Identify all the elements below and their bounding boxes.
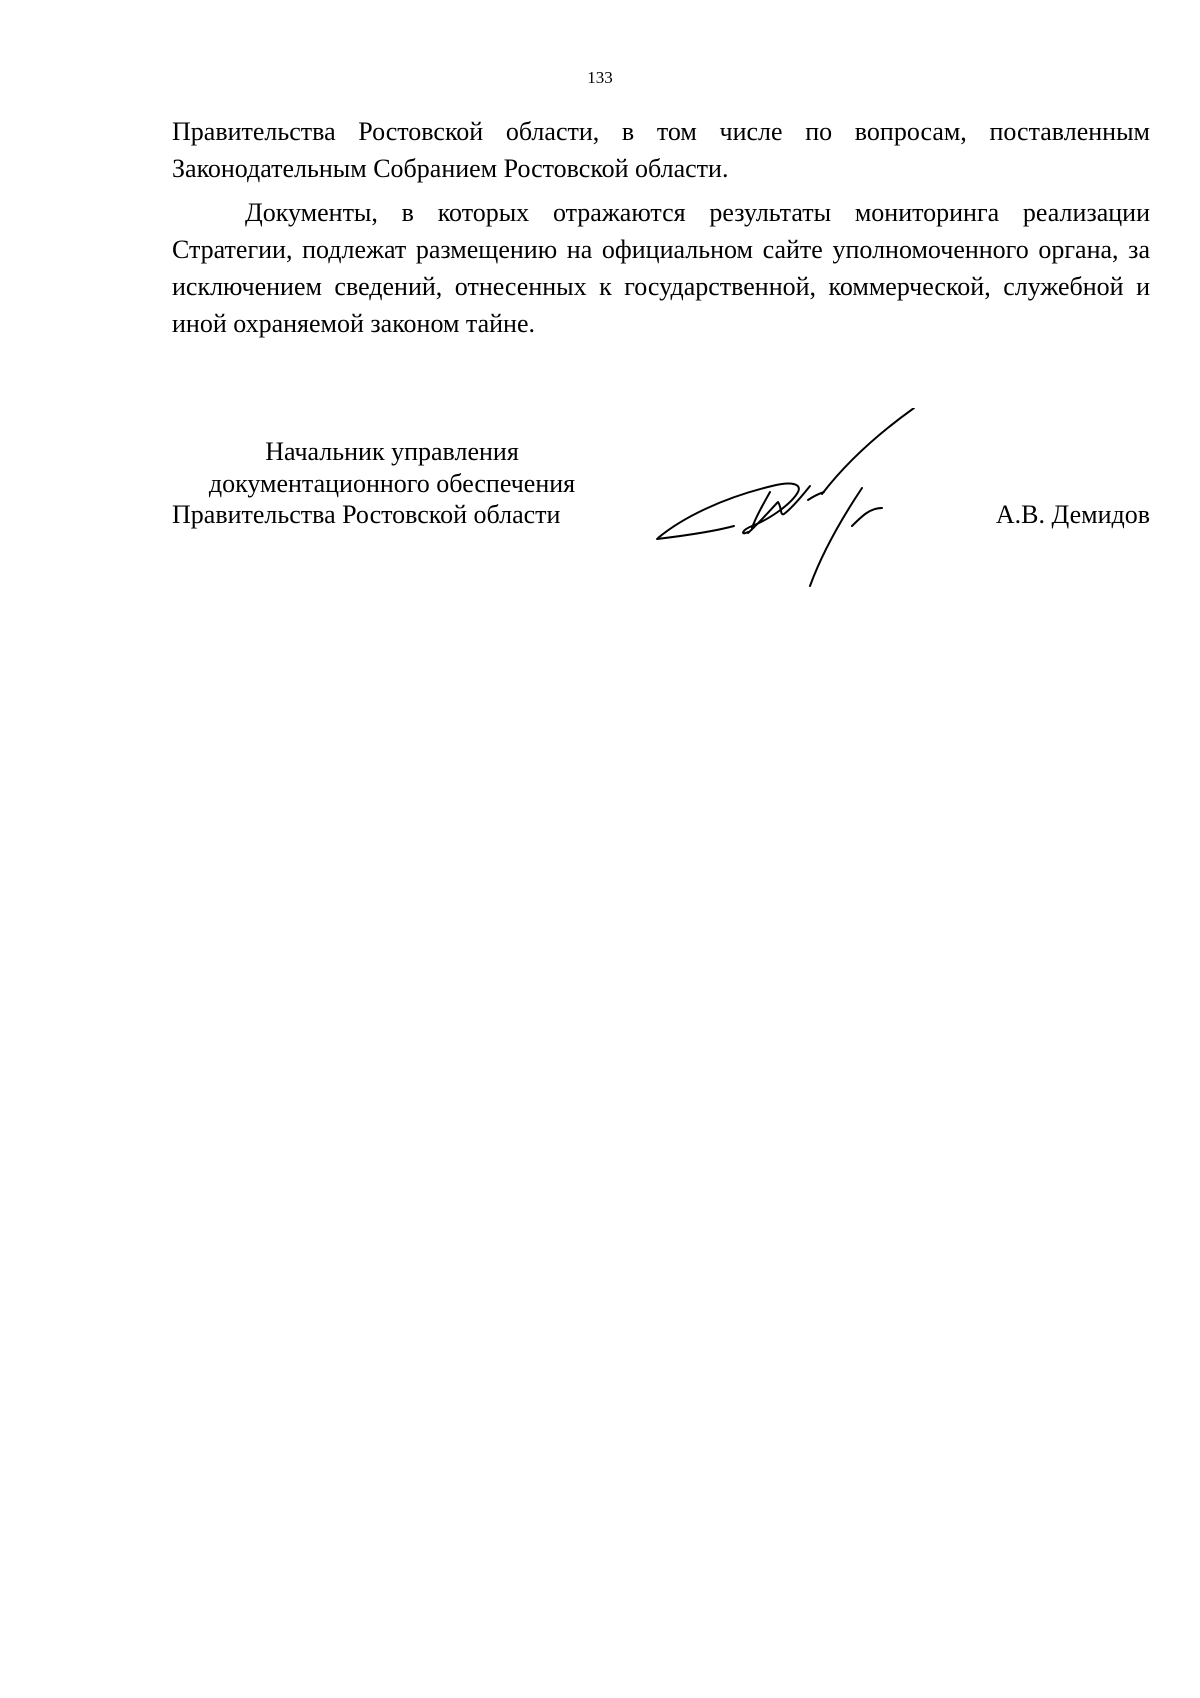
signatory-position-line-1: Начальник управления (265, 437, 519, 466)
paragraph-monitoring-documents: Документы, в которых отражаются результаты мониторинга реализации Стратегии, подлежат размещению на официальном сайте уполномоченного органа, за исключением сведений, отнесенных к государственной, коммерческой, служебной и иной охраняемой законом тайне. (172, 198, 1150, 338)
signatory-position-line-3: Правительства Ростовской области (172, 500, 561, 529)
signatory-name: А.В. Демидов (995, 500, 1150, 529)
page-number: 133 (587, 68, 613, 87)
signatory-position (172, 436, 612, 531)
handwritten-signature-icon (652, 408, 952, 588)
signature-block (172, 436, 1150, 596)
paragraph-continuation: Правительства Ростовской области, в том числе по вопросам, поставленным Законодательным Собранием Ростовской области. (172, 117, 1150, 183)
signatory-position-line-2: документационного обеспечения (208, 468, 576, 498)
document-body (172, 113, 1150, 342)
